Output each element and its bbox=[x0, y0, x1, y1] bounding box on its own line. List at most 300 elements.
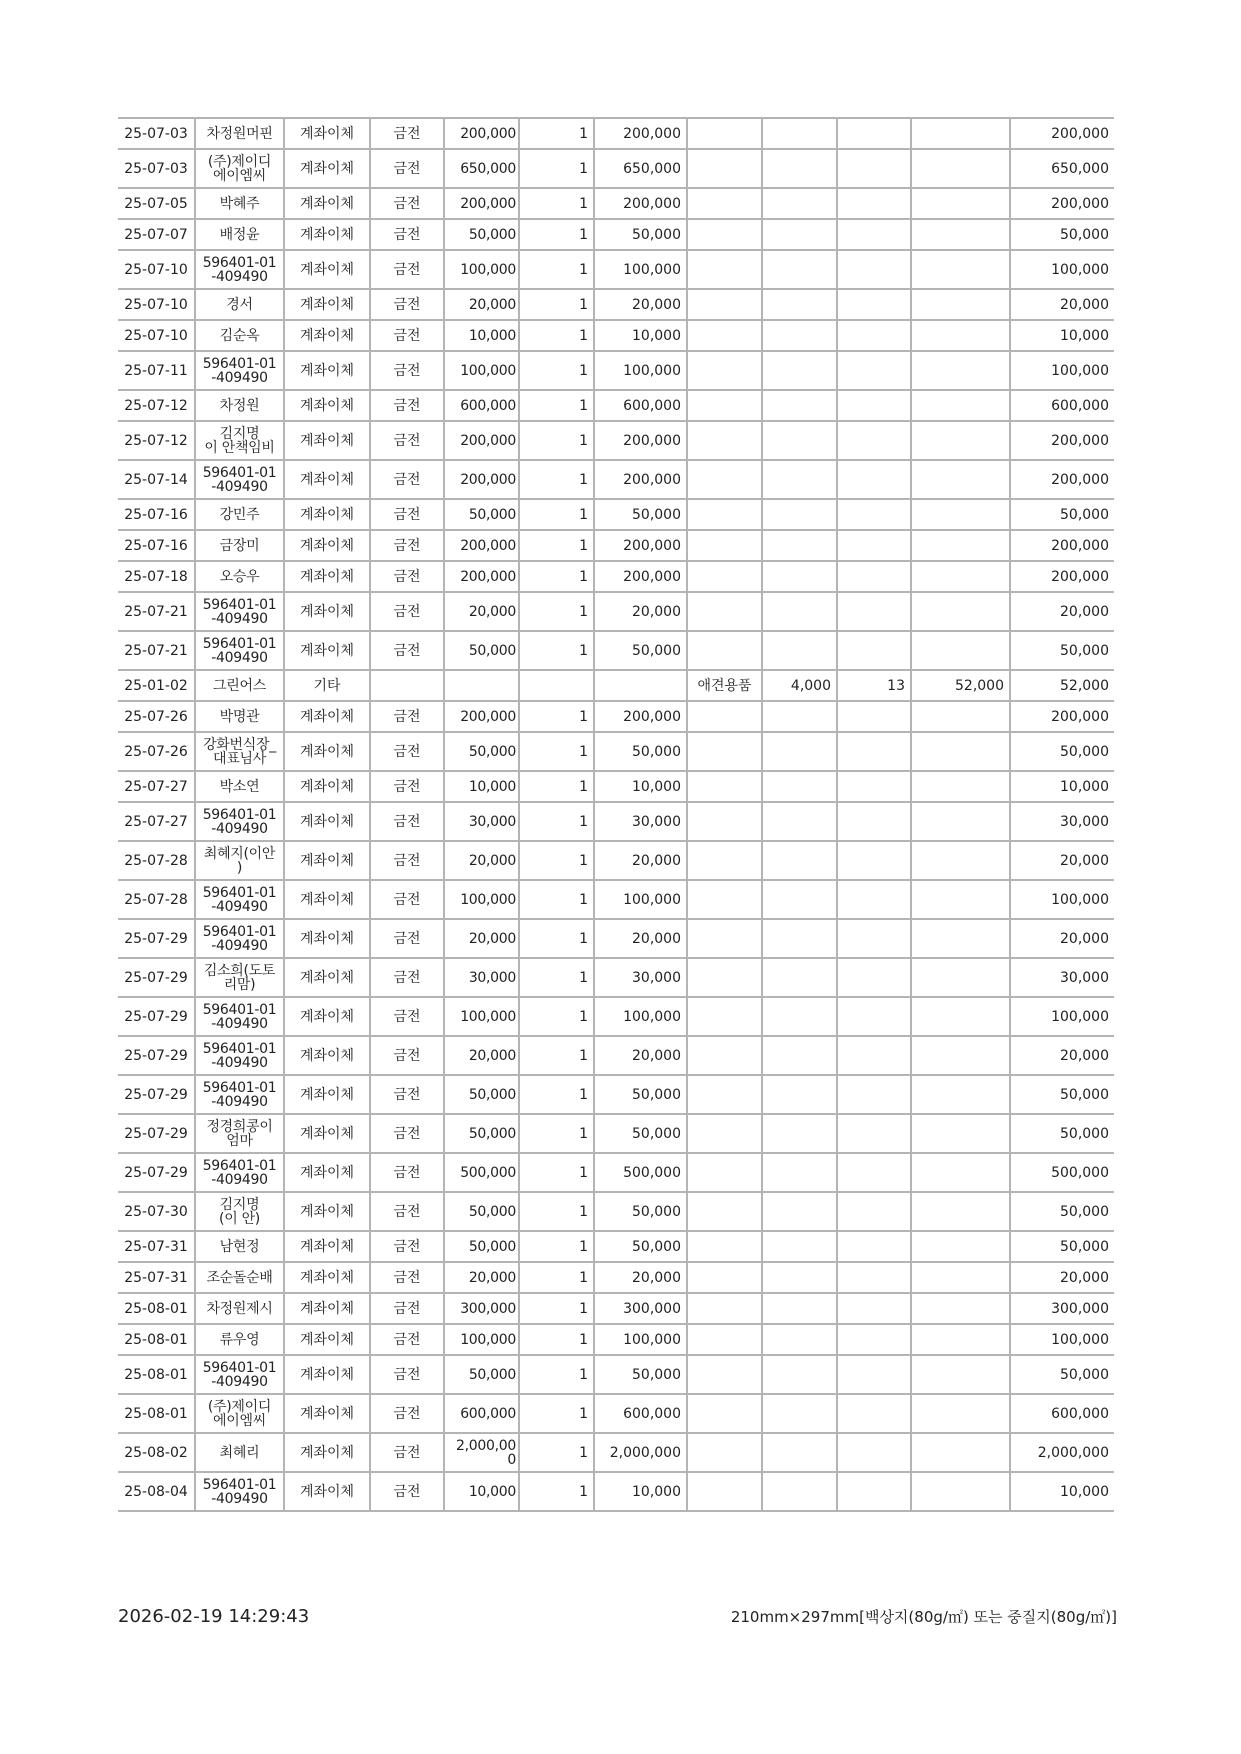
donation-type-cell: 금전 bbox=[370, 1192, 444, 1231]
goods-unit-price-cell bbox=[762, 460, 837, 499]
amount-cell: 20,000 bbox=[594, 1036, 687, 1075]
table-row bbox=[118, 250, 1114, 289]
payment-method-cell: 계좌이체 bbox=[284, 499, 370, 530]
goods-unit-price-cell bbox=[762, 997, 837, 1036]
table-row bbox=[118, 1231, 1114, 1262]
amount-cell: 50,000 bbox=[594, 1231, 687, 1262]
goods-count-cell bbox=[837, 841, 911, 880]
goods-item-cell bbox=[687, 1355, 762, 1394]
quantity-cell: 1 bbox=[519, 421, 594, 460]
donor-name-cell: 김순옥 bbox=[195, 320, 284, 351]
goods-unit-price-cell bbox=[762, 1355, 837, 1394]
donor-name-cell: 금장미 bbox=[195, 530, 284, 561]
donation-type-cell: 금전 bbox=[370, 460, 444, 499]
goods-unit-price-cell bbox=[762, 188, 837, 219]
goods-amount-cell bbox=[911, 1114, 1010, 1153]
unit-price-cell: 10,000 bbox=[444, 771, 519, 802]
goods-count-cell bbox=[837, 250, 911, 289]
quantity-cell: 1 bbox=[519, 1433, 594, 1472]
goods-unit-price-cell bbox=[762, 1472, 837, 1511]
amount-cell: 600,000 bbox=[594, 390, 687, 421]
table-row bbox=[118, 1114, 1114, 1153]
goods-unit-price-cell: 4,000 bbox=[762, 670, 837, 701]
unit-price-cell: 20,000 bbox=[444, 1262, 519, 1293]
goods-item-cell bbox=[687, 351, 762, 390]
payment-method-cell: 계좌이체 bbox=[284, 701, 370, 732]
goods-count-cell bbox=[837, 1293, 911, 1324]
quantity-cell: 1 bbox=[519, 390, 594, 421]
goods-amount-cell bbox=[911, 499, 1010, 530]
amount-cell: 10,000 bbox=[594, 771, 687, 802]
payment-method-cell: 계좌이체 bbox=[284, 219, 370, 250]
quantity-cell: 1 bbox=[519, 997, 594, 1036]
unit-price-cell: 50,000 bbox=[444, 1075, 519, 1114]
amount-cell: 20,000 bbox=[594, 1262, 687, 1293]
donation-type-cell: 금전 bbox=[370, 1355, 444, 1394]
goods-count-cell bbox=[837, 631, 911, 670]
unit-price-cell: 300,000 bbox=[444, 1293, 519, 1324]
donor-name-cell: 김소희(도토 리맘) bbox=[195, 958, 284, 997]
total-cell: 200,000 bbox=[1010, 118, 1114, 149]
goods-amount-cell bbox=[911, 958, 1010, 997]
donation-type-cell: 금전 bbox=[370, 631, 444, 670]
goods-item-cell bbox=[687, 802, 762, 841]
table-row bbox=[118, 592, 1114, 631]
payment-method-cell: 계좌이체 bbox=[284, 1114, 370, 1153]
date-cell: 25-07-03 bbox=[118, 118, 195, 149]
payment-method-cell: 계좌이체 bbox=[284, 1355, 370, 1394]
goods-count-cell bbox=[837, 530, 911, 561]
goods-amount-cell bbox=[911, 1433, 1010, 1472]
payment-method-cell: 계좌이체 bbox=[284, 1075, 370, 1114]
unit-price-cell: 20,000 bbox=[444, 919, 519, 958]
date-cell: 25-07-30 bbox=[118, 1192, 195, 1231]
goods-count-cell bbox=[837, 320, 911, 351]
quantity-cell: 1 bbox=[519, 561, 594, 592]
goods-item-cell bbox=[687, 530, 762, 561]
donation-type-cell: 금전 bbox=[370, 1114, 444, 1153]
donation-type-cell: 금전 bbox=[370, 771, 444, 802]
table-row bbox=[118, 1355, 1114, 1394]
goods-unit-price-cell bbox=[762, 771, 837, 802]
table-row bbox=[118, 631, 1114, 670]
payment-method-cell: 계좌이체 bbox=[284, 1192, 370, 1231]
goods-count-cell bbox=[837, 1355, 911, 1394]
goods-count-cell bbox=[837, 802, 911, 841]
quantity-cell: 1 bbox=[519, 320, 594, 351]
quantity-cell: 1 bbox=[519, 219, 594, 250]
goods-count-cell bbox=[837, 561, 911, 592]
amount-cell: 100,000 bbox=[594, 880, 687, 919]
table-row bbox=[118, 701, 1114, 732]
goods-unit-price-cell bbox=[762, 250, 837, 289]
goods-unit-price-cell bbox=[762, 592, 837, 631]
goods-unit-price-cell bbox=[762, 841, 837, 880]
donation-type-cell: 금전 bbox=[370, 958, 444, 997]
payment-method-cell: 계좌이체 bbox=[284, 1153, 370, 1192]
table-row bbox=[118, 880, 1114, 919]
quantity-cell: 1 bbox=[519, 351, 594, 390]
payment-method-cell: 계좌이체 bbox=[284, 421, 370, 460]
donation-type-cell: 금전 bbox=[370, 188, 444, 219]
payment-method-cell: 계좌이체 bbox=[284, 188, 370, 219]
goods-item-cell bbox=[687, 771, 762, 802]
goods-unit-price-cell bbox=[762, 320, 837, 351]
unit-price-cell: 2,000,00 0 bbox=[444, 1433, 519, 1472]
goods-amount-cell bbox=[911, 1355, 1010, 1394]
donation-type-cell: 금전 bbox=[370, 149, 444, 188]
table-row bbox=[118, 771, 1114, 802]
total-cell: 50,000 bbox=[1010, 631, 1114, 670]
table-row bbox=[118, 1192, 1114, 1231]
donor-name-cell: 596401-01 -409490 bbox=[195, 1355, 284, 1394]
date-cell: 25-07-12 bbox=[118, 421, 195, 460]
total-cell: 30,000 bbox=[1010, 802, 1114, 841]
goods-unit-price-cell bbox=[762, 219, 837, 250]
goods-item-cell bbox=[687, 118, 762, 149]
date-cell: 25-07-29 bbox=[118, 958, 195, 997]
goods-item-cell bbox=[687, 1472, 762, 1511]
donation-type-cell bbox=[370, 670, 444, 701]
date-cell: 25-07-29 bbox=[118, 919, 195, 958]
donation-type-cell: 금전 bbox=[370, 499, 444, 530]
date-cell: 25-08-01 bbox=[118, 1394, 195, 1433]
goods-unit-price-cell bbox=[762, 880, 837, 919]
goods-unit-price-cell bbox=[762, 1262, 837, 1293]
payment-method-cell: 계좌이체 bbox=[284, 561, 370, 592]
quantity-cell: 1 bbox=[519, 1324, 594, 1355]
total-cell: 50,000 bbox=[1010, 219, 1114, 250]
total-cell: 100,000 bbox=[1010, 997, 1114, 1036]
goods-amount-cell bbox=[911, 1231, 1010, 1262]
date-cell: 25-07-29 bbox=[118, 1114, 195, 1153]
goods-item-cell bbox=[687, 320, 762, 351]
donor-name-cell: 596401-01 -409490 bbox=[195, 1153, 284, 1192]
payment-method-cell: 계좌이체 bbox=[284, 841, 370, 880]
date-cell: 25-07-10 bbox=[118, 250, 195, 289]
table-row bbox=[118, 1472, 1114, 1511]
table-row bbox=[118, 1324, 1114, 1355]
donation-type-cell: 금전 bbox=[370, 592, 444, 631]
total-cell: 20,000 bbox=[1010, 1262, 1114, 1293]
goods-unit-price-cell bbox=[762, 958, 837, 997]
total-cell: 650,000 bbox=[1010, 149, 1114, 188]
unit-price-cell: 200,000 bbox=[444, 188, 519, 219]
goods-unit-price-cell bbox=[762, 1231, 837, 1262]
date-cell: 25-07-29 bbox=[118, 1075, 195, 1114]
total-cell: 20,000 bbox=[1010, 1036, 1114, 1075]
donor-name-cell: 596401-01 -409490 bbox=[195, 997, 284, 1036]
goods-item-cell bbox=[687, 460, 762, 499]
payment-method-cell: 계좌이체 bbox=[284, 289, 370, 320]
donation-type-cell: 금전 bbox=[370, 802, 444, 841]
date-cell: 25-07-21 bbox=[118, 631, 195, 670]
donation-type-cell: 금전 bbox=[370, 530, 444, 561]
goods-count-cell bbox=[837, 997, 911, 1036]
goods-amount-cell bbox=[911, 732, 1010, 771]
amount-cell: 500,000 bbox=[594, 1153, 687, 1192]
unit-price-cell: 10,000 bbox=[444, 1472, 519, 1511]
total-cell: 50,000 bbox=[1010, 499, 1114, 530]
quantity-cell: 1 bbox=[519, 1036, 594, 1075]
quantity-cell: 1 bbox=[519, 1293, 594, 1324]
goods-count-cell bbox=[837, 1114, 911, 1153]
table-row bbox=[118, 1433, 1114, 1472]
quantity-cell: 1 bbox=[519, 631, 594, 670]
unit-price-cell: 100,000 bbox=[444, 997, 519, 1036]
amount-cell: 200,000 bbox=[594, 530, 687, 561]
amount-cell: 50,000 bbox=[594, 631, 687, 670]
donor-name-cell: 차정원 bbox=[195, 390, 284, 421]
total-cell: 200,000 bbox=[1010, 188, 1114, 219]
table-row bbox=[118, 802, 1114, 841]
date-cell: 25-08-01 bbox=[118, 1324, 195, 1355]
amount-cell: 10,000 bbox=[594, 320, 687, 351]
quantity-cell: 1 bbox=[519, 1394, 594, 1433]
goods-item-cell bbox=[687, 499, 762, 530]
total-cell: 50,000 bbox=[1010, 1355, 1114, 1394]
goods-item-cell bbox=[687, 1153, 762, 1192]
date-cell: 25-07-29 bbox=[118, 1153, 195, 1192]
goods-unit-price-cell bbox=[762, 561, 837, 592]
quantity-cell: 1 bbox=[519, 771, 594, 802]
goods-unit-price-cell bbox=[762, 1324, 837, 1355]
table-row bbox=[118, 530, 1114, 561]
donor-name-cell: 정경희콩이 엄마 bbox=[195, 1114, 284, 1153]
payment-method-cell: 계좌이체 bbox=[284, 771, 370, 802]
amount-cell: 20,000 bbox=[594, 841, 687, 880]
goods-count-cell bbox=[837, 1433, 911, 1472]
goods-item-cell bbox=[687, 592, 762, 631]
date-cell: 25-07-21 bbox=[118, 592, 195, 631]
table-row bbox=[118, 958, 1114, 997]
goods-amount-cell bbox=[911, 390, 1010, 421]
payment-method-cell: 계좌이체 bbox=[284, 1293, 370, 1324]
ledger-body bbox=[118, 118, 1114, 1511]
unit-price-cell: 200,000 bbox=[444, 460, 519, 499]
donation-type-cell: 금전 bbox=[370, 1433, 444, 1472]
goods-item-cell: 애견용품 bbox=[687, 670, 762, 701]
date-cell: 25-07-11 bbox=[118, 351, 195, 390]
quantity-cell: 1 bbox=[519, 958, 594, 997]
goods-unit-price-cell bbox=[762, 631, 837, 670]
payment-method-cell: 계좌이체 bbox=[284, 1394, 370, 1433]
donation-type-cell: 금전 bbox=[370, 561, 444, 592]
donation-type-cell: 금전 bbox=[370, 320, 444, 351]
quantity-cell: 1 bbox=[519, 592, 594, 631]
paper-spec: 210mm×297mm[백상지(80g/㎡) 또는 중질지(80g/㎡)] bbox=[730, 1608, 1117, 1626]
goods-amount-cell bbox=[911, 530, 1010, 561]
donation-type-cell: 금전 bbox=[370, 1472, 444, 1511]
donor-name-cell: 배정윤 bbox=[195, 219, 284, 250]
goods-count-cell bbox=[837, 499, 911, 530]
goods-item-cell bbox=[687, 421, 762, 460]
quantity-cell: 1 bbox=[519, 149, 594, 188]
amount-cell: 100,000 bbox=[594, 250, 687, 289]
amount-cell: 50,000 bbox=[594, 1192, 687, 1231]
total-cell: 500,000 bbox=[1010, 1153, 1114, 1192]
donation-type-cell: 금전 bbox=[370, 1153, 444, 1192]
unit-price-cell: 30,000 bbox=[444, 802, 519, 841]
quantity-cell: 1 bbox=[519, 188, 594, 219]
goods-amount-cell bbox=[911, 592, 1010, 631]
amount-cell bbox=[594, 670, 687, 701]
unit-price-cell: 100,000 bbox=[444, 1324, 519, 1355]
goods-item-cell bbox=[687, 1394, 762, 1433]
quantity-cell: 1 bbox=[519, 1075, 594, 1114]
total-cell: 20,000 bbox=[1010, 919, 1114, 958]
unit-price-cell: 20,000 bbox=[444, 841, 519, 880]
date-cell: 25-07-16 bbox=[118, 530, 195, 561]
table-row bbox=[118, 732, 1114, 771]
goods-amount-cell bbox=[911, 997, 1010, 1036]
quantity-cell: 1 bbox=[519, 880, 594, 919]
amount-cell: 50,000 bbox=[594, 499, 687, 530]
goods-item-cell bbox=[687, 219, 762, 250]
date-cell: 25-07-26 bbox=[118, 732, 195, 771]
unit-price-cell: 100,000 bbox=[444, 351, 519, 390]
quantity-cell: 1 bbox=[519, 1114, 594, 1153]
goods-item-cell bbox=[687, 958, 762, 997]
unit-price-cell: 50,000 bbox=[444, 1114, 519, 1153]
amount-cell: 20,000 bbox=[594, 592, 687, 631]
goods-unit-price-cell bbox=[762, 390, 837, 421]
quantity-cell: 1 bbox=[519, 289, 594, 320]
goods-amount-cell bbox=[911, 631, 1010, 670]
unit-price-cell: 200,000 bbox=[444, 561, 519, 592]
goods-count-cell bbox=[837, 149, 911, 188]
table-row bbox=[118, 841, 1114, 880]
goods-amount-cell bbox=[911, 289, 1010, 320]
goods-item-cell bbox=[687, 841, 762, 880]
date-cell: 25-07-18 bbox=[118, 561, 195, 592]
donor-name-cell: 조순돌순배 bbox=[195, 1262, 284, 1293]
unit-price-cell: 600,000 bbox=[444, 1394, 519, 1433]
amount-cell: 200,000 bbox=[594, 460, 687, 499]
goods-unit-price-cell bbox=[762, 1192, 837, 1231]
table-row bbox=[118, 188, 1114, 219]
date-cell: 25-07-16 bbox=[118, 499, 195, 530]
goods-item-cell bbox=[687, 1036, 762, 1075]
table-row bbox=[118, 1262, 1114, 1293]
table-row bbox=[118, 1153, 1114, 1192]
total-cell: 200,000 bbox=[1010, 421, 1114, 460]
goods-count-cell bbox=[837, 732, 911, 771]
unit-price-cell: 200,000 bbox=[444, 118, 519, 149]
date-cell: 25-07-10 bbox=[118, 320, 195, 351]
total-cell: 50,000 bbox=[1010, 1114, 1114, 1153]
total-cell: 50,000 bbox=[1010, 1231, 1114, 1262]
donation-type-cell: 금전 bbox=[370, 1036, 444, 1075]
goods-item-cell bbox=[687, 1114, 762, 1153]
total-cell: 600,000 bbox=[1010, 390, 1114, 421]
quantity-cell: 1 bbox=[519, 460, 594, 499]
donor-name-cell: 596401-01 -409490 bbox=[195, 592, 284, 631]
payment-method-cell: 계좌이체 bbox=[284, 149, 370, 188]
goods-unit-price-cell bbox=[762, 149, 837, 188]
date-cell: 25-07-07 bbox=[118, 219, 195, 250]
goods-unit-price-cell bbox=[762, 1394, 837, 1433]
donation-type-cell: 금전 bbox=[370, 250, 444, 289]
payment-method-cell: 계좌이체 bbox=[284, 997, 370, 1036]
total-cell: 10,000 bbox=[1010, 1472, 1114, 1511]
quantity-cell: 1 bbox=[519, 841, 594, 880]
goods-item-cell bbox=[687, 1433, 762, 1472]
goods-amount-cell bbox=[911, 1036, 1010, 1075]
payment-method-cell: 계좌이체 bbox=[284, 1036, 370, 1075]
amount-cell: 30,000 bbox=[594, 802, 687, 841]
donation-type-cell: 금전 bbox=[370, 919, 444, 958]
date-cell: 25-07-27 bbox=[118, 771, 195, 802]
quantity-cell: 1 bbox=[519, 1472, 594, 1511]
goods-amount-cell bbox=[911, 701, 1010, 732]
amount-cell: 50,000 bbox=[594, 1075, 687, 1114]
goods-item-cell bbox=[687, 1231, 762, 1262]
amount-cell: 2,000,000 bbox=[594, 1433, 687, 1472]
goods-unit-price-cell bbox=[762, 919, 837, 958]
date-cell: 25-07-31 bbox=[118, 1231, 195, 1262]
goods-amount-cell bbox=[911, 802, 1010, 841]
payment-method-cell: 계좌이체 bbox=[284, 919, 370, 958]
goods-unit-price-cell bbox=[762, 802, 837, 841]
unit-price-cell bbox=[444, 670, 519, 701]
unit-price-cell: 50,000 bbox=[444, 219, 519, 250]
table-row bbox=[118, 499, 1114, 530]
unit-price-cell: 20,000 bbox=[444, 289, 519, 320]
amount-cell: 50,000 bbox=[594, 219, 687, 250]
total-cell: 200,000 bbox=[1010, 530, 1114, 561]
quantity-cell: 1 bbox=[519, 118, 594, 149]
goods-unit-price-cell bbox=[762, 1114, 837, 1153]
goods-count-cell bbox=[837, 219, 911, 250]
table-row bbox=[118, 351, 1114, 390]
goods-item-cell bbox=[687, 919, 762, 958]
goods-unit-price-cell bbox=[762, 421, 837, 460]
donation-type-cell: 금전 bbox=[370, 841, 444, 880]
donor-name-cell: 남현정 bbox=[195, 1231, 284, 1262]
quantity-cell bbox=[519, 670, 594, 701]
goods-amount-cell bbox=[911, 919, 1010, 958]
total-cell: 100,000 bbox=[1010, 1324, 1114, 1355]
table-row bbox=[118, 421, 1114, 460]
table-row bbox=[118, 561, 1114, 592]
unit-price-cell: 20,000 bbox=[444, 1036, 519, 1075]
goods-unit-price-cell bbox=[762, 530, 837, 561]
unit-price-cell: 500,000 bbox=[444, 1153, 519, 1192]
donor-name-cell: 강민주 bbox=[195, 499, 284, 530]
goods-count-cell bbox=[837, 390, 911, 421]
goods-amount-cell bbox=[911, 1472, 1010, 1511]
goods-count-cell bbox=[837, 118, 911, 149]
goods-amount-cell bbox=[911, 1153, 1010, 1192]
goods-item-cell bbox=[687, 289, 762, 320]
table-row bbox=[118, 149, 1114, 188]
goods-amount-cell bbox=[911, 1394, 1010, 1433]
amount-cell: 20,000 bbox=[594, 919, 687, 958]
total-cell: 200,000 bbox=[1010, 460, 1114, 499]
date-cell: 25-07-28 bbox=[118, 880, 195, 919]
total-cell: 50,000 bbox=[1010, 1075, 1114, 1114]
amount-cell: 100,000 bbox=[594, 351, 687, 390]
goods-count-cell bbox=[837, 460, 911, 499]
donor-name-cell: 596401-01 -409490 bbox=[195, 1075, 284, 1114]
goods-unit-price-cell bbox=[762, 732, 837, 771]
date-cell: 25-07-10 bbox=[118, 289, 195, 320]
amount-cell: 650,000 bbox=[594, 149, 687, 188]
quantity-cell: 1 bbox=[519, 250, 594, 289]
goods-amount-cell bbox=[911, 841, 1010, 880]
goods-count-cell bbox=[837, 1262, 911, 1293]
